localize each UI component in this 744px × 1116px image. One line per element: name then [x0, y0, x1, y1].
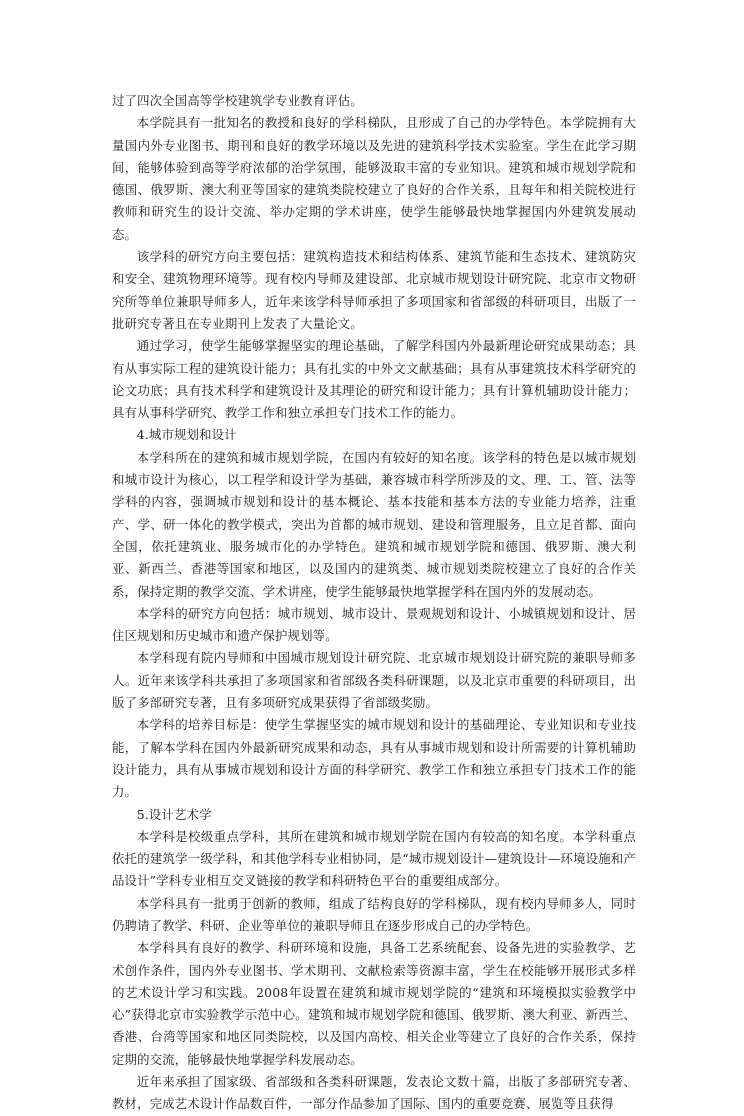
- paragraph-continued: 过了四次全国高等学校建筑学专业教育评估。: [112, 93, 363, 108]
- paragraph-urban-planning-goals: 本学科的培养目标是：使学生掌握坚实的城市规划和设计的基础理论、专业知识和专业技能，了解本学科在国内外最新研究成果和动态，具有从事城市规划和设计所需要的计算机辅助设计能力，具有从事城市规划和设计方面的科学研究、教学工作和独立承担专门技术工作的能力。: [112, 717, 636, 800]
- paragraph-design-art-environment: 本学科具有良好的教学、科研环境和设施，具备工艺系统配套、设备先进的实验教学、艺术创作条件，国内外专业图书、学术期刊、文献检索等资源丰富，学生在校能够开展形式多样的艺术设计学习和实践。2008年设置在建筑和城市规划学院的“建筑和环境模拟实验教学中心”获得北京市实验教学示范中心。建筑和城市规划学院和德国、俄罗斯、澳大利亚、新西兰、香港、台湾等国家和地区同类院校，以及国内高校、相关企业等建立了良好的合作关系，保持定期的交流，能够最快地掌握学科发展动态。: [112, 940, 636, 1067]
- document-body: [112, 90, 636, 1116]
- paragraph-training-goals: 通过学习，使学生能够掌握坚实的理论基础，了解学科国内外最新理论研究成果动态；具有从事实际工程的建筑设计能力；具有扎实的中外文文献基础；具有从事建筑技术科学研究的论文功底；具有技术科学和建筑设计及其理论的研究和设计能力；具有计算机辅助设计能力；具有从事科学研究、教学工作和独立承担专门技术工作的能力。: [112, 338, 636, 421]
- paragraph-design-art-achievements: 近年来承担了国家级、省部级和各类科研课题，发表论文数十篇，出版了多部研究专著、教材，完成艺术设计作品数百件，一部分作品参加了国际、国内的重要竞赛、展览等且获得: [112, 1074, 636, 1112]
- paragraph-research-directions: 该学科的研究方向主要包括：建筑构造技术和结构体系、建筑节能和生态技术、建筑防灾和安全、建筑物理环境等。现有校内导师及建设部、北京城市规划设计研究院、北京市文物研究所等单位兼职导师多人，近年来该学科导师承担了多项国家和省部级的科研项目，出版了一批研究专著且在专业期刊上发表了大量论文。: [112, 249, 636, 331]
- paragraph-urban-planning-overview: 本学科所在的建筑和城市规划学院，在国内有较好的知名度。该学科的特色是以城市规划和城市设计为核心，以工程学和设计学为基础，兼容城市科学所涉及的文、理、工、管、法等学科的内容，强调城市规划和设计的基本概论、基本技能和基本方法的专业能力培养，注重产、学、研一体化的教学模式，突出为首都的城市规划、建设和管理服务，且立足首都、面向全国，依托建筑业、服务城市化的办学特色。建筑和城市规划学院和德国、俄罗斯、澳大利亚、新西兰、香港等国家和地区，以及国内的建筑类、城市规划类院校建立了良好的合作关系，保持定期的教学交流、学术讲座，使学生能够最快地掌握学科在国内外的发展动态。: [112, 449, 636, 599]
- section-heading-design-art: 5.设计艺术学: [136, 806, 212, 822]
- paragraph-design-art-overview: 本学科是校级重点学科，其所在建筑和城市规划学院在国内有较高的知名度。本学科重点依托的建筑学一级学科，和其他学科专业相协同，是“城市规划设计—建筑设计—环境设施和产品设计”学科专业相互交叉链接的教学和科研特色平台的重要组成部分。: [112, 828, 636, 889]
- section-heading-urban-planning: 4.城市规划和设计: [136, 427, 237, 443]
- paragraph-urban-planning-research: 本学科的研究方向包括：城市规划、城市设计、景观规划和设计、小城镇规划和设计、居住区规划和历史城市和遗产保护规划等。: [112, 605, 636, 644]
- paragraph-design-art-faculty: 本学科具有一批勇于创新的教师，组成了结构良好的学科梯队，现有校内导师多人，同时仍聘请了教学、科研、企业等单位的兼职导师且在逐步形成自己的办学特色。: [112, 895, 636, 933]
- paragraph-urban-planning-faculty: 本学科现有院内导师和中国城市规划设计研究院、北京城市规划设计研究院的兼职导师多人。近年来该学科共承担了多项国家和省部级各类科研课题，以及北京市重要的科研项目，出版了多部研究专著，且有多项研究成果获得了省部级奖励。: [112, 650, 636, 711]
- paragraph-college-overview: 本学院具有一批知名的教授和良好的学科梯队，且形成了自己的办学特色。本学院拥有大量国内外专业图书、期刊和良好的教学环境以及先进的建筑科学技术实验室。学生在此学习期间，能够体验到高等学府浓郁的治学氛围，能够汲取丰富的专业知识。建筑和城市规划学院和德国、俄罗斯、澳大利亚等国家的建筑类院校建立了良好的合作关系，且每年和相关院校进行教师和研究生的设计交流、举办定期的学术讲座，使学生能够最快地掌握国内外建筑发展动态。: [112, 115, 636, 242]
